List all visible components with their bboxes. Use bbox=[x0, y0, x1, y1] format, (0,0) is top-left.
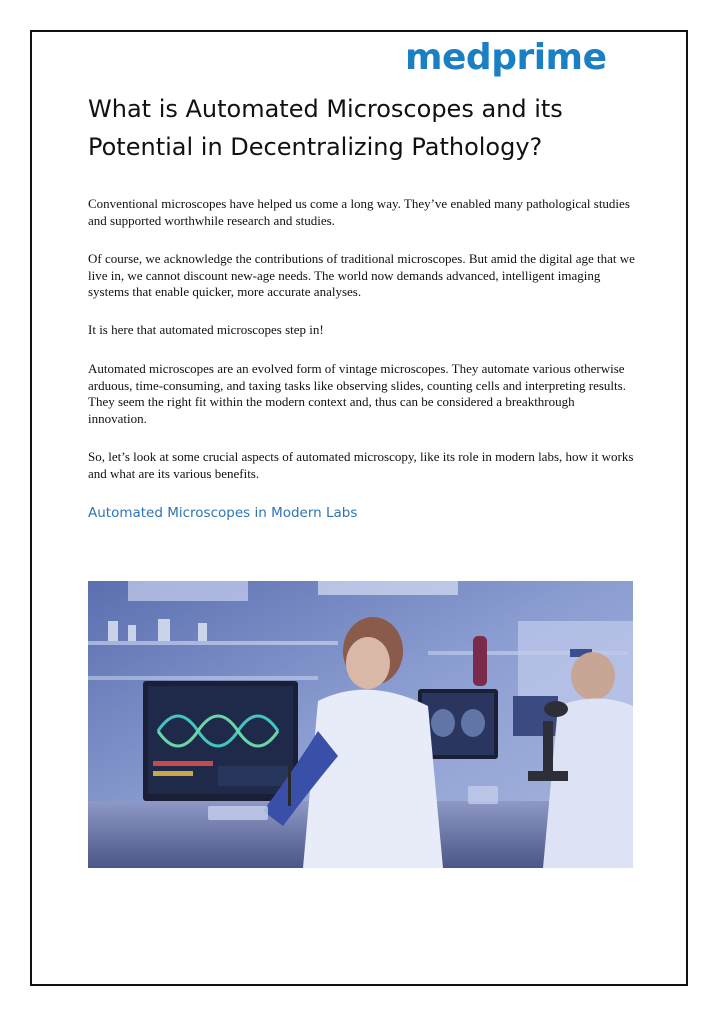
paragraph-digital-age: Of course, we acknowledge the contributions of traditional microscopes. But amid the digital age that we live in, we cannot discount new-age needs. The world now demands advanced, intelligent imaging systems that enable quicker, more accurate analyses. bbox=[88, 251, 635, 299]
paragraph-aspects: So, let’s look at some crucial aspects of automated microscopy, like its role in modern labs, how it works and what are its various benefits. bbox=[88, 449, 634, 481]
section-heading: Automated Microscopes in Modern Labs bbox=[88, 505, 358, 521]
paragraph-step-in: It is here that automated microscopes step in! bbox=[88, 322, 324, 337]
lab-photo bbox=[88, 581, 633, 868]
paragraph-intro: Conventional microscopes have helped us come a long way. They’ve enabled many pathological studies and supported worthwhile research and studies. bbox=[88, 196, 630, 228]
page-title: What is Automated Microscopes and its Potential in Decentralizing Pathology? bbox=[88, 95, 563, 161]
paragraph-evolved-form: Automated microscopes are an evolved form of vintage microscopes. They automate various otherwise arduous, time-consuming, and taxing tasks like observing slides, counting cells and interpreting results. They seem the right fit within the modern context and, thus can be considered a breakthrough innovation. bbox=[88, 361, 626, 426]
medprime-logo: medprime bbox=[405, 37, 607, 78]
